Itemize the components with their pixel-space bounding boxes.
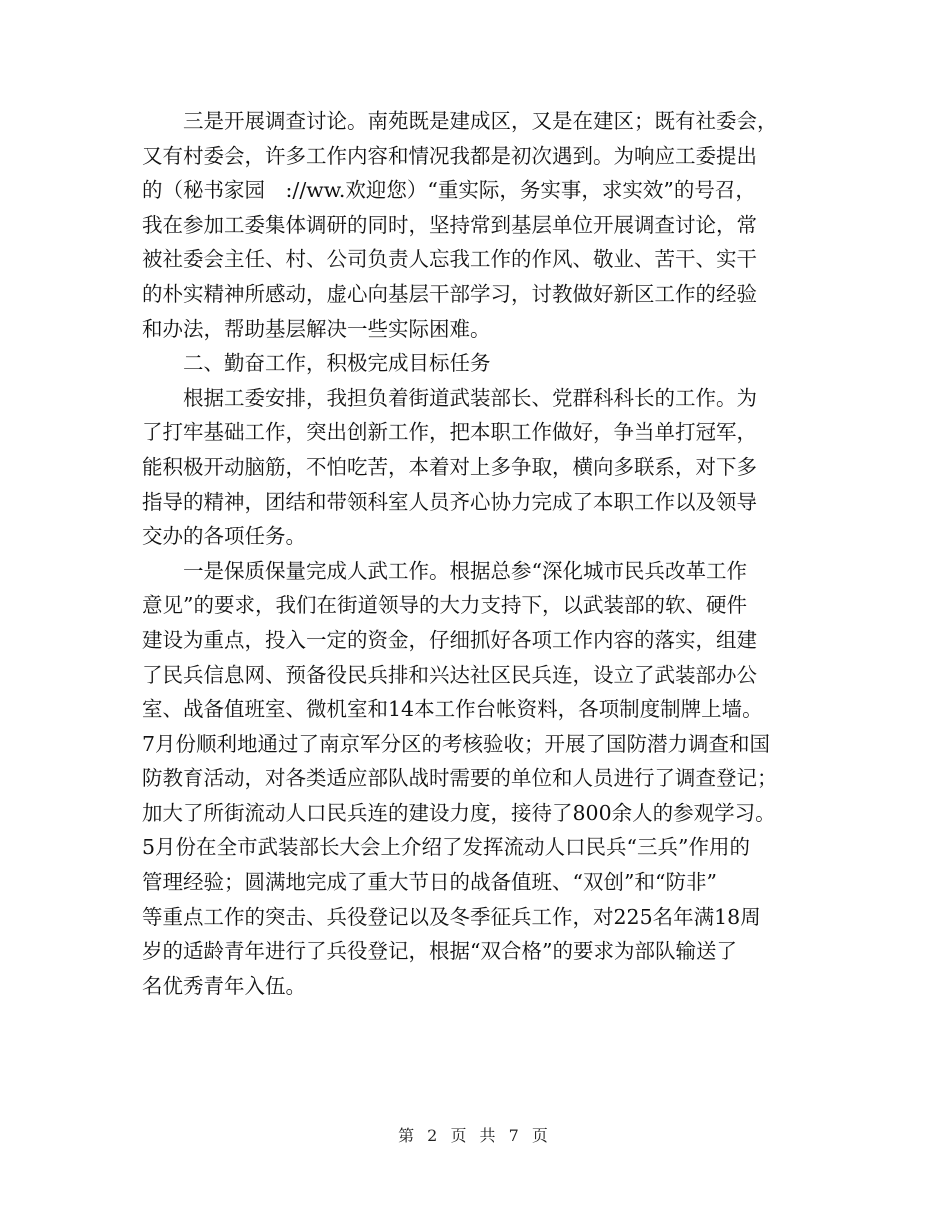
text-line: 指导的精神，团结和带领科室人员齐心协力完成了本职工作以及领导 bbox=[142, 489, 757, 514]
text-line: 7月份顺利地通过了南京军分区的考核验收；开展了国防潜力调查和国 bbox=[142, 731, 771, 756]
text-line: 名优秀青年入伍。 bbox=[142, 973, 306, 998]
text-line: 建设为重点，投入一定的资金，仔细抓好各项工作内容的落实，组建 bbox=[142, 627, 757, 652]
text-line: 三是开展调查讨论。南苑既是建成区，又是在建区；既有社委会， bbox=[142, 109, 778, 133]
text-line: 和办法，帮助基层解决一些实际困难。 bbox=[142, 316, 491, 341]
text-line: 被社委会主任、村、公司负责人忘我工作的作风、敬业、苦干、实干 bbox=[142, 247, 757, 272]
text-line: 一是保质保量完成人武工作。根据总参“深化城市民兵改革工作 bbox=[142, 558, 747, 583]
text-line: 防教育活动，对各类适应部队战时需要的单位和人员进行了调查登记； bbox=[142, 766, 778, 791]
text-line: 交办的各项任务。 bbox=[142, 524, 306, 549]
text-line: 我在参加工委集体调研的同时，坚持常到基层单位开展调查讨论，常 bbox=[142, 212, 757, 237]
document-body bbox=[142, 104, 808, 1003]
section-heading: 二、勤奋工作，积极完成目标任务 bbox=[142, 351, 491, 376]
text-line: 5月份在全市武装部长大会上介绍了发挥流动人口民兵“三兵”作用的 bbox=[142, 835, 751, 860]
text-line: 又有村委会，许多工作内容和情况我都是初次遇到。为响应工委提出 bbox=[142, 143, 757, 168]
text-line: 根据工委安排，我担负着街道武装部长、党群科科长的工作。为 bbox=[142, 385, 757, 410]
text-line: 了民兵信息网、预备役民兵排和兴达社区民兵连，设立了武装部办公 bbox=[142, 662, 757, 687]
text-line: 的（秘书家园 ://ww.欢迎您）“重实际，务实事，求实效”的号召， bbox=[142, 178, 756, 203]
text-line: 加大了所街流动人口民兵连的建设力度，接待了800余人的参观学习。 bbox=[142, 800, 776, 825]
text-line: 岁的适龄青年进行了兵役登记，根据“双合格”的要求为部队输送了 bbox=[142, 939, 737, 964]
page-number-footer: 第 2 页 共 7 页 bbox=[398, 1126, 552, 1145]
text-line: 意见”的要求，我们在街道领导的大力支持下，以武装部的软、硬件 bbox=[142, 593, 747, 618]
text-line: 了打牢基础工作，突出创新工作，把本职工作做好，争当单打冠军， bbox=[142, 420, 757, 445]
text-line: 等重点工作的突击、兵役登记以及冬季征兵工作，对225名年满18周 bbox=[142, 904, 761, 929]
text-line: 能积极开动脑筋，不怕吃苦，本着对上多争取，横向多联系，对下多 bbox=[142, 454, 757, 479]
text-line: 室、战备值班室、微机室和14本工作台帐资料，各项制度制牌上墙。 bbox=[142, 697, 763, 722]
text-line: 管理经验；圆满地完成了重大节日的战备值班、“双创”和“防非” bbox=[142, 870, 717, 895]
text-line: 的朴实精神所感动，虚心向基层干部学习，讨教做好新区工作的经验 bbox=[142, 281, 757, 306]
